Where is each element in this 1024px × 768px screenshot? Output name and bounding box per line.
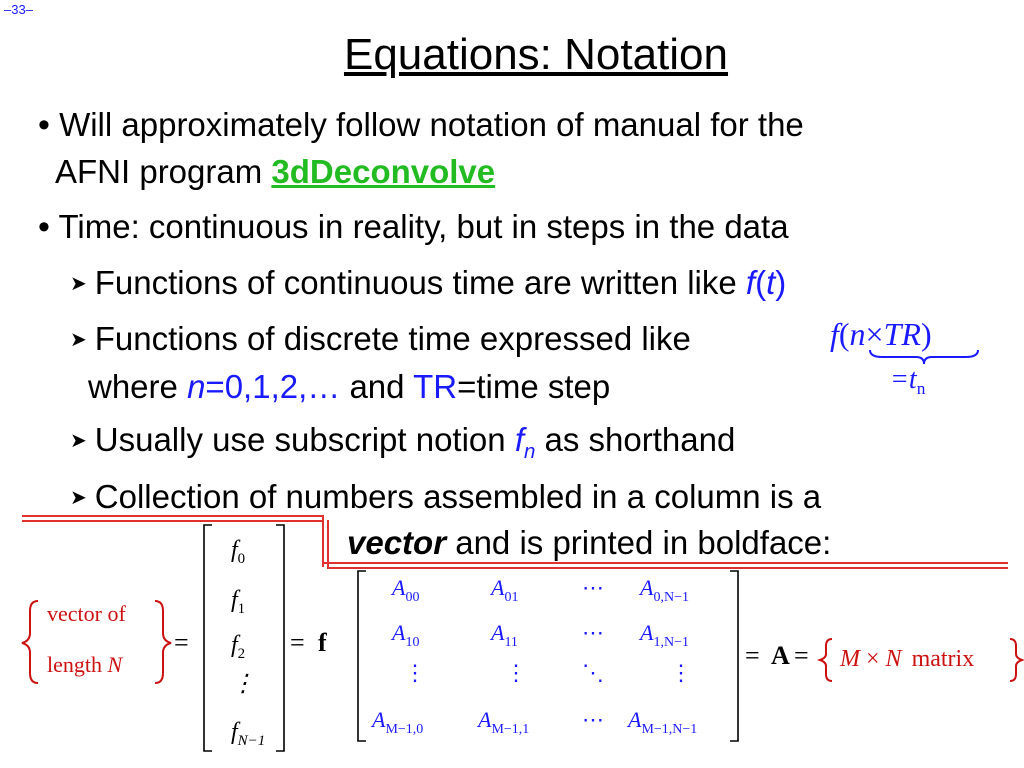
arrow-bullet-icon: ➤	[70, 487, 87, 509]
matrix-cell: $A_{00}$	[392, 575, 420, 605]
matrix-label-n: N	[885, 646, 902, 672]
discrete-time-formula: f(n×TR)	[830, 316, 932, 352]
matrix-cell: $A_{10}$	[392, 620, 420, 650]
sub-bullet-1-text: Functions of continuous time are written like	[94, 264, 746, 301]
arrow-bullet-icon: ➤	[70, 329, 87, 351]
vector-entry: $f_1$	[231, 587, 246, 617]
matrix-label	[839, 646, 974, 672]
and-text: and	[340, 368, 414, 405]
matrix-cell: ⋮	[404, 660, 426, 685]
formula-times: ×	[865, 316, 884, 352]
sub-bullet-4-text: Collection of numbers assembled in a column is a	[94, 478, 822, 515]
bullet-2	[38, 210, 789, 244]
formula-n: n	[849, 316, 866, 352]
arrow-bullet-icon: ➤	[70, 273, 87, 295]
matrix-cell: ⋯	[582, 707, 604, 732]
equals-4: =	[794, 641, 809, 670]
t-label: =t	[890, 364, 917, 395]
math-f-n: f	[514, 421, 524, 458]
bullet-2-text: Time: continuous in reality, but in steps in the data	[58, 208, 789, 245]
bullet-1-line2	[55, 155, 495, 188]
vector-entry: $f_2$	[231, 632, 246, 662]
matrix-cell: $A_{01}$	[491, 575, 519, 605]
matrix-cell: ⋯	[582, 575, 604, 600]
matrix-cell: ⋯	[582, 620, 604, 645]
vector-label-line1: vector of	[47, 601, 126, 626]
matrix-cell: $A_{11}$	[491, 620, 518, 650]
matrix-label-m: M	[840, 646, 860, 672]
math-values: 0,1,2,…	[224, 368, 341, 405]
matrix-label-times: ×	[866, 646, 880, 672]
vector-entry: $f_0$	[231, 537, 246, 567]
bullet-1	[38, 108, 804, 142]
matrix-cell: $A_{M-1,0}$	[372, 707, 424, 737]
math-n: n	[187, 368, 206, 405]
t-n-label	[890, 364, 925, 399]
matrix-cell: ⋮	[670, 660, 692, 685]
equals-2: =	[290, 628, 305, 657]
math-n-subscript: n	[523, 440, 536, 464]
bold-a: A	[771, 641, 790, 670]
vector-entry: $f_{N-1}$	[231, 719, 266, 749]
sub-bullet-2	[70, 322, 691, 355]
vector-right-bracket	[276, 525, 284, 751]
math-t: t	[766, 264, 776, 301]
matrix-cell: $A_{M-1,1}$	[478, 707, 530, 737]
t-subscript: n	[916, 379, 926, 399]
matrix-cell: ⋱	[582, 660, 604, 685]
sub-bullet-1: ➤ Functions of continuous time are written like f(t)	[70, 264, 787, 301]
bold-f: f	[318, 628, 327, 657]
sub-bullet-2-line2	[88, 370, 610, 403]
vector-word: vector	[347, 524, 447, 561]
bullet-dot-icon: •	[38, 106, 50, 144]
vector-left-bracket	[204, 525, 212, 751]
matrix-left-bracket	[358, 571, 366, 741]
sub-bullet-4	[70, 480, 821, 513]
vector-label-n: N	[107, 652, 123, 677]
sub-bullet-3-rest: as shorthand	[535, 421, 736, 458]
matrix-label-word: matrix	[911, 646, 975, 672]
formula-f: f	[830, 316, 839, 352]
time-step-text: =time step	[457, 368, 611, 405]
matrix-cell: $A_{M-1,N-1}$	[628, 707, 698, 737]
program-link[interactable]: 3dDeconvolve	[271, 153, 496, 190]
page-number: –33–	[4, 2, 33, 17]
vector-label-line2	[47, 652, 124, 677]
equals-1: =	[174, 628, 189, 657]
formula-tr: TR	[883, 316, 921, 352]
matrix-right-bracket	[730, 571, 738, 741]
math-f: f	[745, 264, 756, 301]
matrix-cell: ⋮	[505, 660, 527, 685]
where-text: where	[88, 368, 188, 405]
tr-text: TR	[413, 368, 458, 405]
matrix-cell: $A_{0,N-1}$	[640, 575, 689, 605]
math-eq: =	[205, 368, 225, 405]
sub-bullet-3-text: Usually use subscript notion	[94, 421, 515, 458]
vector-matrix-equation	[0, 515, 1024, 768]
vector-entry: ⋮	[231, 671, 255, 697]
bullet-1-line1: Will approximately follow notation of manual for the	[59, 106, 804, 143]
bullet-1-prefix: AFNI program	[55, 153, 272, 190]
vector-label-length: length	[47, 652, 108, 677]
matrix-cell: $A_{1,N-1}$	[640, 620, 689, 650]
bullet-dot-icon: •	[38, 208, 50, 246]
sub-bullet-2-text: Functions of discrete time expressed like	[94, 320, 691, 357]
sub-bullet-4-rest: and is printed in boldface:	[446, 524, 832, 561]
arrow-bullet-icon: ➤	[70, 430, 87, 452]
equals-3: =	[745, 641, 760, 670]
sub-bullet-3	[70, 423, 735, 463]
slide-title: Equations: Notation	[343, 30, 729, 79]
